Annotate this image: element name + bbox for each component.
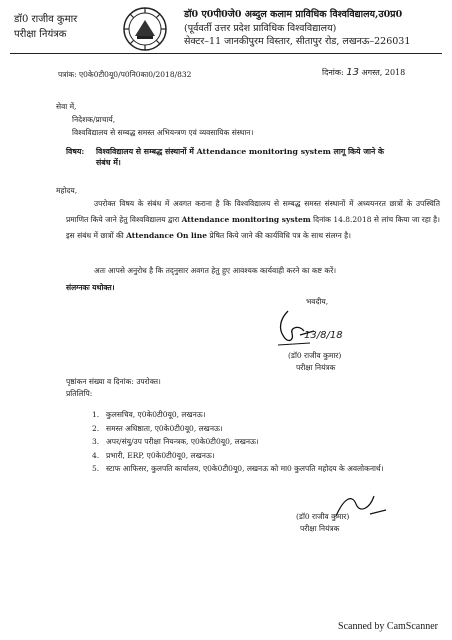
reference-number: पत्रांक: ए0के0टी0यू0/प0नि0का0/2018/832 <box>58 70 192 79</box>
list-item: 1. कुलसचिव, ए0के0टी0यू0, लखनऊ। <box>92 410 206 419</box>
date-month-year: अगस्त, 2018 <box>361 68 406 77</box>
para1-attendance-online: Attendance On line <box>126 231 207 240</box>
para1-part-e: प्रेषित किये जाने की कार्यविधि पत्र के साथ संलग्न है। <box>206 231 352 240</box>
subject-block <box>66 146 384 168</box>
subject-label: विषय: <box>66 147 85 156</box>
signatory-name-2: (डॉ0 राजीव कुमार) <box>296 512 350 521</box>
salutation: महोदय, <box>56 186 78 195</box>
para1-system-name: Attendance monitoring system <box>181 215 311 224</box>
university-seal-icon <box>122 6 168 52</box>
sender-block <box>14 12 77 42</box>
university-name: डॉ0 ए0पी0जे0 अब्दुल कलाम प्राविधिक विश्वविद्यालय,उ0प्र0 <box>184 9 403 20</box>
signatory-title-2: परीक्षा नियंत्रक <box>300 524 340 533</box>
signatory-title: परीक्षा नियंत्रक <box>296 363 336 372</box>
date-day: 13 <box>346 67 359 78</box>
subject-line-1: विश्वविद्यालय से सम्बद्ध संस्थानों में Attendance monitoring system लागू किये जाने के <box>96 147 385 156</box>
list-item: 5. स्टाफ आफिसर, कुलपति कार्यालय, ए0के0टी0यू0, लखनऊ को मा0 कुलपति महोदय के अवलोकनार्थ। <box>92 464 384 473</box>
signatory-name: (डॉ0 राजीव कुमार) <box>288 351 342 360</box>
list-item: 4. प्रभारी, ERP, ए0के0टी0यू0, लखनऊ। <box>92 450 215 460</box>
scanner-watermark: Scanned by CamScanner <box>338 621 438 632</box>
list-item: 2. समस्त अधिष्ठाता, ए0के0टी0यू0, लखनऊ। <box>92 423 223 433</box>
sender-name: डॉ0 राजीव कुमार <box>14 14 78 25</box>
signature-date: 13/8/18 <box>304 330 343 341</box>
addressee-label: सेवा में, <box>56 102 77 111</box>
list-item: 3. अपर/संयु/उप परीक्षा नियन्त्रक, ए0के0टी0यू0, लखनऊ। <box>92 437 259 446</box>
enclosure-note: संलग्नकः यथोक्त। <box>66 283 115 292</box>
sender-title: परीक्षा नियंत्रक <box>14 29 67 40</box>
para1-part-c: दिनांक 14.8.2018 से लांच किया जा रहा है। इस संबंध में छात्रों की <box>66 215 440 240</box>
subject-line-2: संबंध में। <box>96 158 121 167</box>
date-label: दिनांक: <box>322 68 344 77</box>
handwritten-signature <box>270 305 360 353</box>
endorsement-line: पृष्ठांकन संख्या व दिनांक: उपरोक्त। <box>66 377 161 386</box>
body-paragraph-2: अतः आपसे अनुरोध है कि तद्नुसार अवगत हेतु हुए आवश्यक कार्यवाही करने का कष्ट करें। <box>94 266 337 275</box>
body-paragraph-1 <box>66 196 440 244</box>
addressee-line-2: विश्वविद्यालय से सम्बद्ध समस्त अभियन्त्रण एवं व्यवसायिक संस्थान। <box>72 128 254 137</box>
university-address: सेक्टर–11 जानकीपुरम विस्तार, सीतापुर रोड, लखनऊ–226031 <box>184 36 411 47</box>
copy-to-label: प्रतिलिपि: <box>66 389 93 398</box>
closing: भवदीय, <box>306 297 329 306</box>
university-header <box>184 8 410 49</box>
copy-list <box>92 408 432 476</box>
header-divider <box>10 53 442 54</box>
letter-date <box>322 67 405 78</box>
university-former-name: (पूर्ववर्ती उत्तर प्रदेश प्राविधिक विश्वविद्यालय) <box>184 22 337 34</box>
para1-part-a: उपरोक्त विषय के संबंध में अवगत कराना है कि विश्वविद्यालय से सम्बद्ध समस्त संस्थानों में अध्ययनरत छात्रों के उपस्थिति प्रमाणित किये जाने हेतु विश्वविद्यालय द्वारा <box>66 199 440 224</box>
addressee-line-1: निदेशक/प्राचार्य, <box>72 115 116 124</box>
